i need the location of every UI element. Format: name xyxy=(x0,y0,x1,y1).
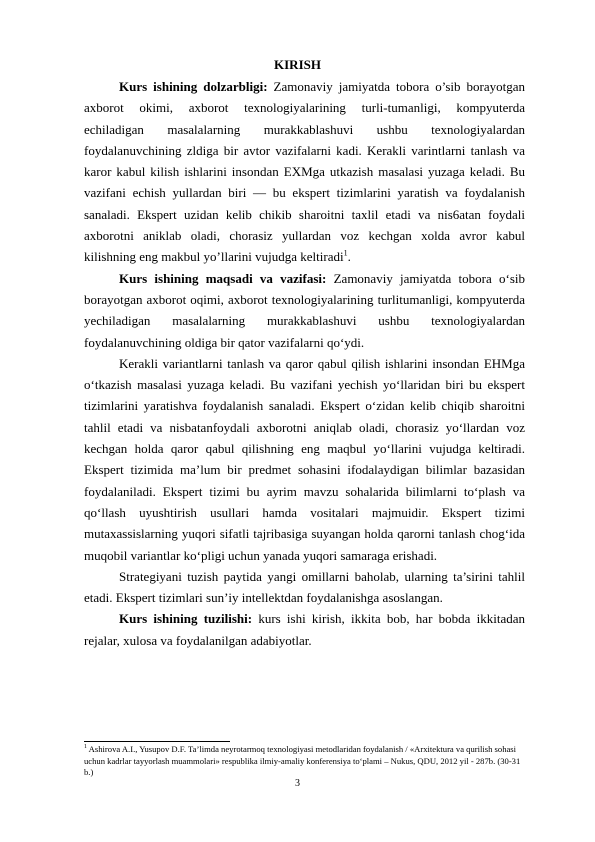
goal-text: Zamonaviy jamiyatda tobora o‘sib borayotgan axborot oqimi, axborot texnologiyalarining turlitumanligi, kompyuterda yechiladigan masalalarning murakkablashuvi ushbu texnologiyalardan foydalanuvchining oldiga bir qator vazifalarni qo‘ydi. xyxy=(84,270,525,350)
paragraph-strategy: Strategiyani tuzish paytida yangi omillarni baholab, ularning ta’sirini tahlil etadi. Ekspert tizimlari sun’iy intellektdan foydalanishga asoslangan. xyxy=(84,568,525,606)
relevance-text: Zamonaviy jamiyatda tobora o’sib borayotgan axborot okimi, axborot texnologiyalarining turli-tumanligi, kompyuterda echiladigan masalalarning murakkablashuvi ushbu texnologiyalardan foydalanuvchining zldiga bir avtor vazifalarni kadi. Kerakli varintlarni tanlash va karor kabul kilish ishlarini insondan EXMga utkazish masalasi yuzaga keladi. Bu vazifani echish yullardan biri — bu ekspert tizimlarini yaratish va foydalanish sanaladi. Ekspert uzidan kelib chikib sharoitni taxlil etadi va nis6atan foydali axborotni aniklab oladi, chorasiz yullardan voz kechgan xolda avror kabul kilishning eng makbul yo’llarini vujudga keltiradi xyxy=(84,79,525,265)
footnote-text: Ashirova A.I., Yusupov D.F. Ta’limda neyrotarmoq texnologiyasi metodlaridan foydalanish / «Arxitektura va qurilish sohasi uchun kadrlar tayyorlash muammolari» respublika ilmiy-amaliy konferensiya to‘plami – Nukus, QDU, 2012 yil - 287b. (30-31 b.) xyxy=(84,744,521,777)
page-number: 3 xyxy=(295,778,300,789)
footnote-divider xyxy=(84,741,230,742)
goal-label: Kurs ishining maqsadi va vazifasi: xyxy=(119,270,327,286)
body-text xyxy=(84,76,525,651)
relevance-end: . xyxy=(347,249,351,265)
paragraph-expert-systems: Kerakli variantlarni tanlash va qaror qabul qilish ishlarini insondan EHMga o‘tkazish masalasi yuzaga keladi. Bu vazifani yechish yo‘llaridan biri bu ekspert tizimlarini yaratishva foydalanish sanaladi. Ekspert o‘zidan kelib chiqib sharoitni tahlil etadi va nisbatanfoydali axborotni aniqlab oladi, chorasiz yo‘llardan voz kechgan holda qaror qabul qilishning eng maqbul yo‘llarini vujudga keltiradi. Ekspert tizimida ma’lum bir predmet sohasini ifodalaydigan bilimlar bazasidan foydalaniladi. Ekspert tizimi bu ayrim mavzu sohalarida bilimlarni to‘plash va qo‘llash uyushtirish usullari hamda vositalari majmuidir. Ekspert tizimi mutaxassislarning yuqori sifatli tajribasiga suyangan holda qarorni tanlash chog‘ida muqobil variantlar ko‘pligi uchun yanada yuqori samaraga erishadi. xyxy=(84,355,525,563)
paragraph-relevance xyxy=(84,76,525,268)
section-heading: KIRISH xyxy=(274,57,321,72)
footnote-reference[interactable]: 1 xyxy=(343,249,348,259)
structure-label: Kurs ishining tuzilishi: xyxy=(119,611,253,627)
paragraph-goal xyxy=(84,268,525,353)
structure-text: kurs ishi kirish, ikkita bob, har bobda ikkitadan rejalar, xulosa va foydalanilgan adabiyotlar. xyxy=(84,611,525,648)
paragraph-structure xyxy=(84,608,525,651)
footnote-marker: 1 xyxy=(84,744,87,751)
footnote xyxy=(84,744,525,779)
relevance-label: Kurs ishining dolzarbligi: xyxy=(119,79,268,94)
